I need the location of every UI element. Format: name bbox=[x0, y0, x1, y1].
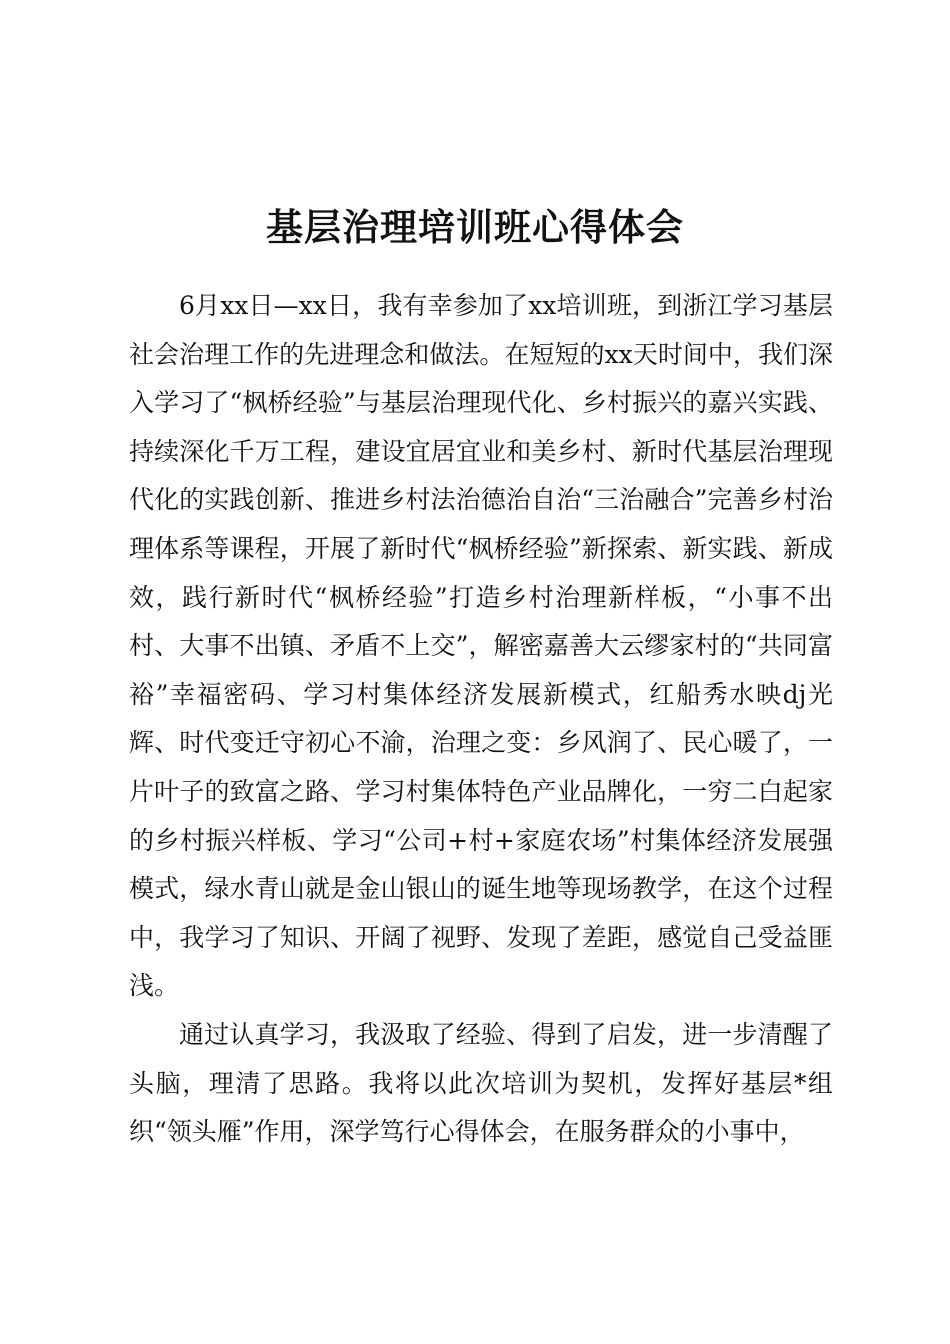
document-body bbox=[129, 282, 833, 1157]
paragraph-1: 6月xx日—xx日，我有幸参加了xx培训班，到浙江学习基层社会治理工作的先进理念和做法。在短短的xx天时间中，我们深入学习了“枫桥经验”与基层治理现代化、乡村振兴的嘉兴实践、持续深化千万工程，建设宜居宜业和美乡村、新时代基层治理现代化的实践创新、推进乡村法治德治自治“三治融合”完善乡村治理体系等课程，开展了新时代“枫桥经验”新探索、新实践、新成效，践行新时代“枫桥经验”打造乡村治理新样板，“小事不出村、大事不出镇、矛盾不上交”，解密嘉善大云缪家村的“共同富裕”幸福密码、学习村集体经济发展新模式，红船秀水映dj光辉、时代变迁守初心不渝，治理之变：乡风润了、民心暖了，一片叶子的致富之路、学习村集体特色产业品牌化，一穷二白起家的乡村振兴样板、学习“公司+村+家庭农场”村集体经济发展强模式，绿水青山就是金山银山的诞生地等现场教学，在这个过程中，我学习了知识、开阔了视野、发现了差距，感觉自己受益匪浅。 bbox=[129, 291, 833, 1001]
paragraph-2: 通过认真学习，我汲取了经验、得到了启发，进一步清醒了头脑，理清了思路。我将以此次培训为契机，发挥好基层*组织“领头雁”作用，深学笃行心得体会，在服务群众的小事中， bbox=[129, 1019, 833, 1147]
document-title: 基层治理培训班心得体会 bbox=[266, 204, 684, 249]
